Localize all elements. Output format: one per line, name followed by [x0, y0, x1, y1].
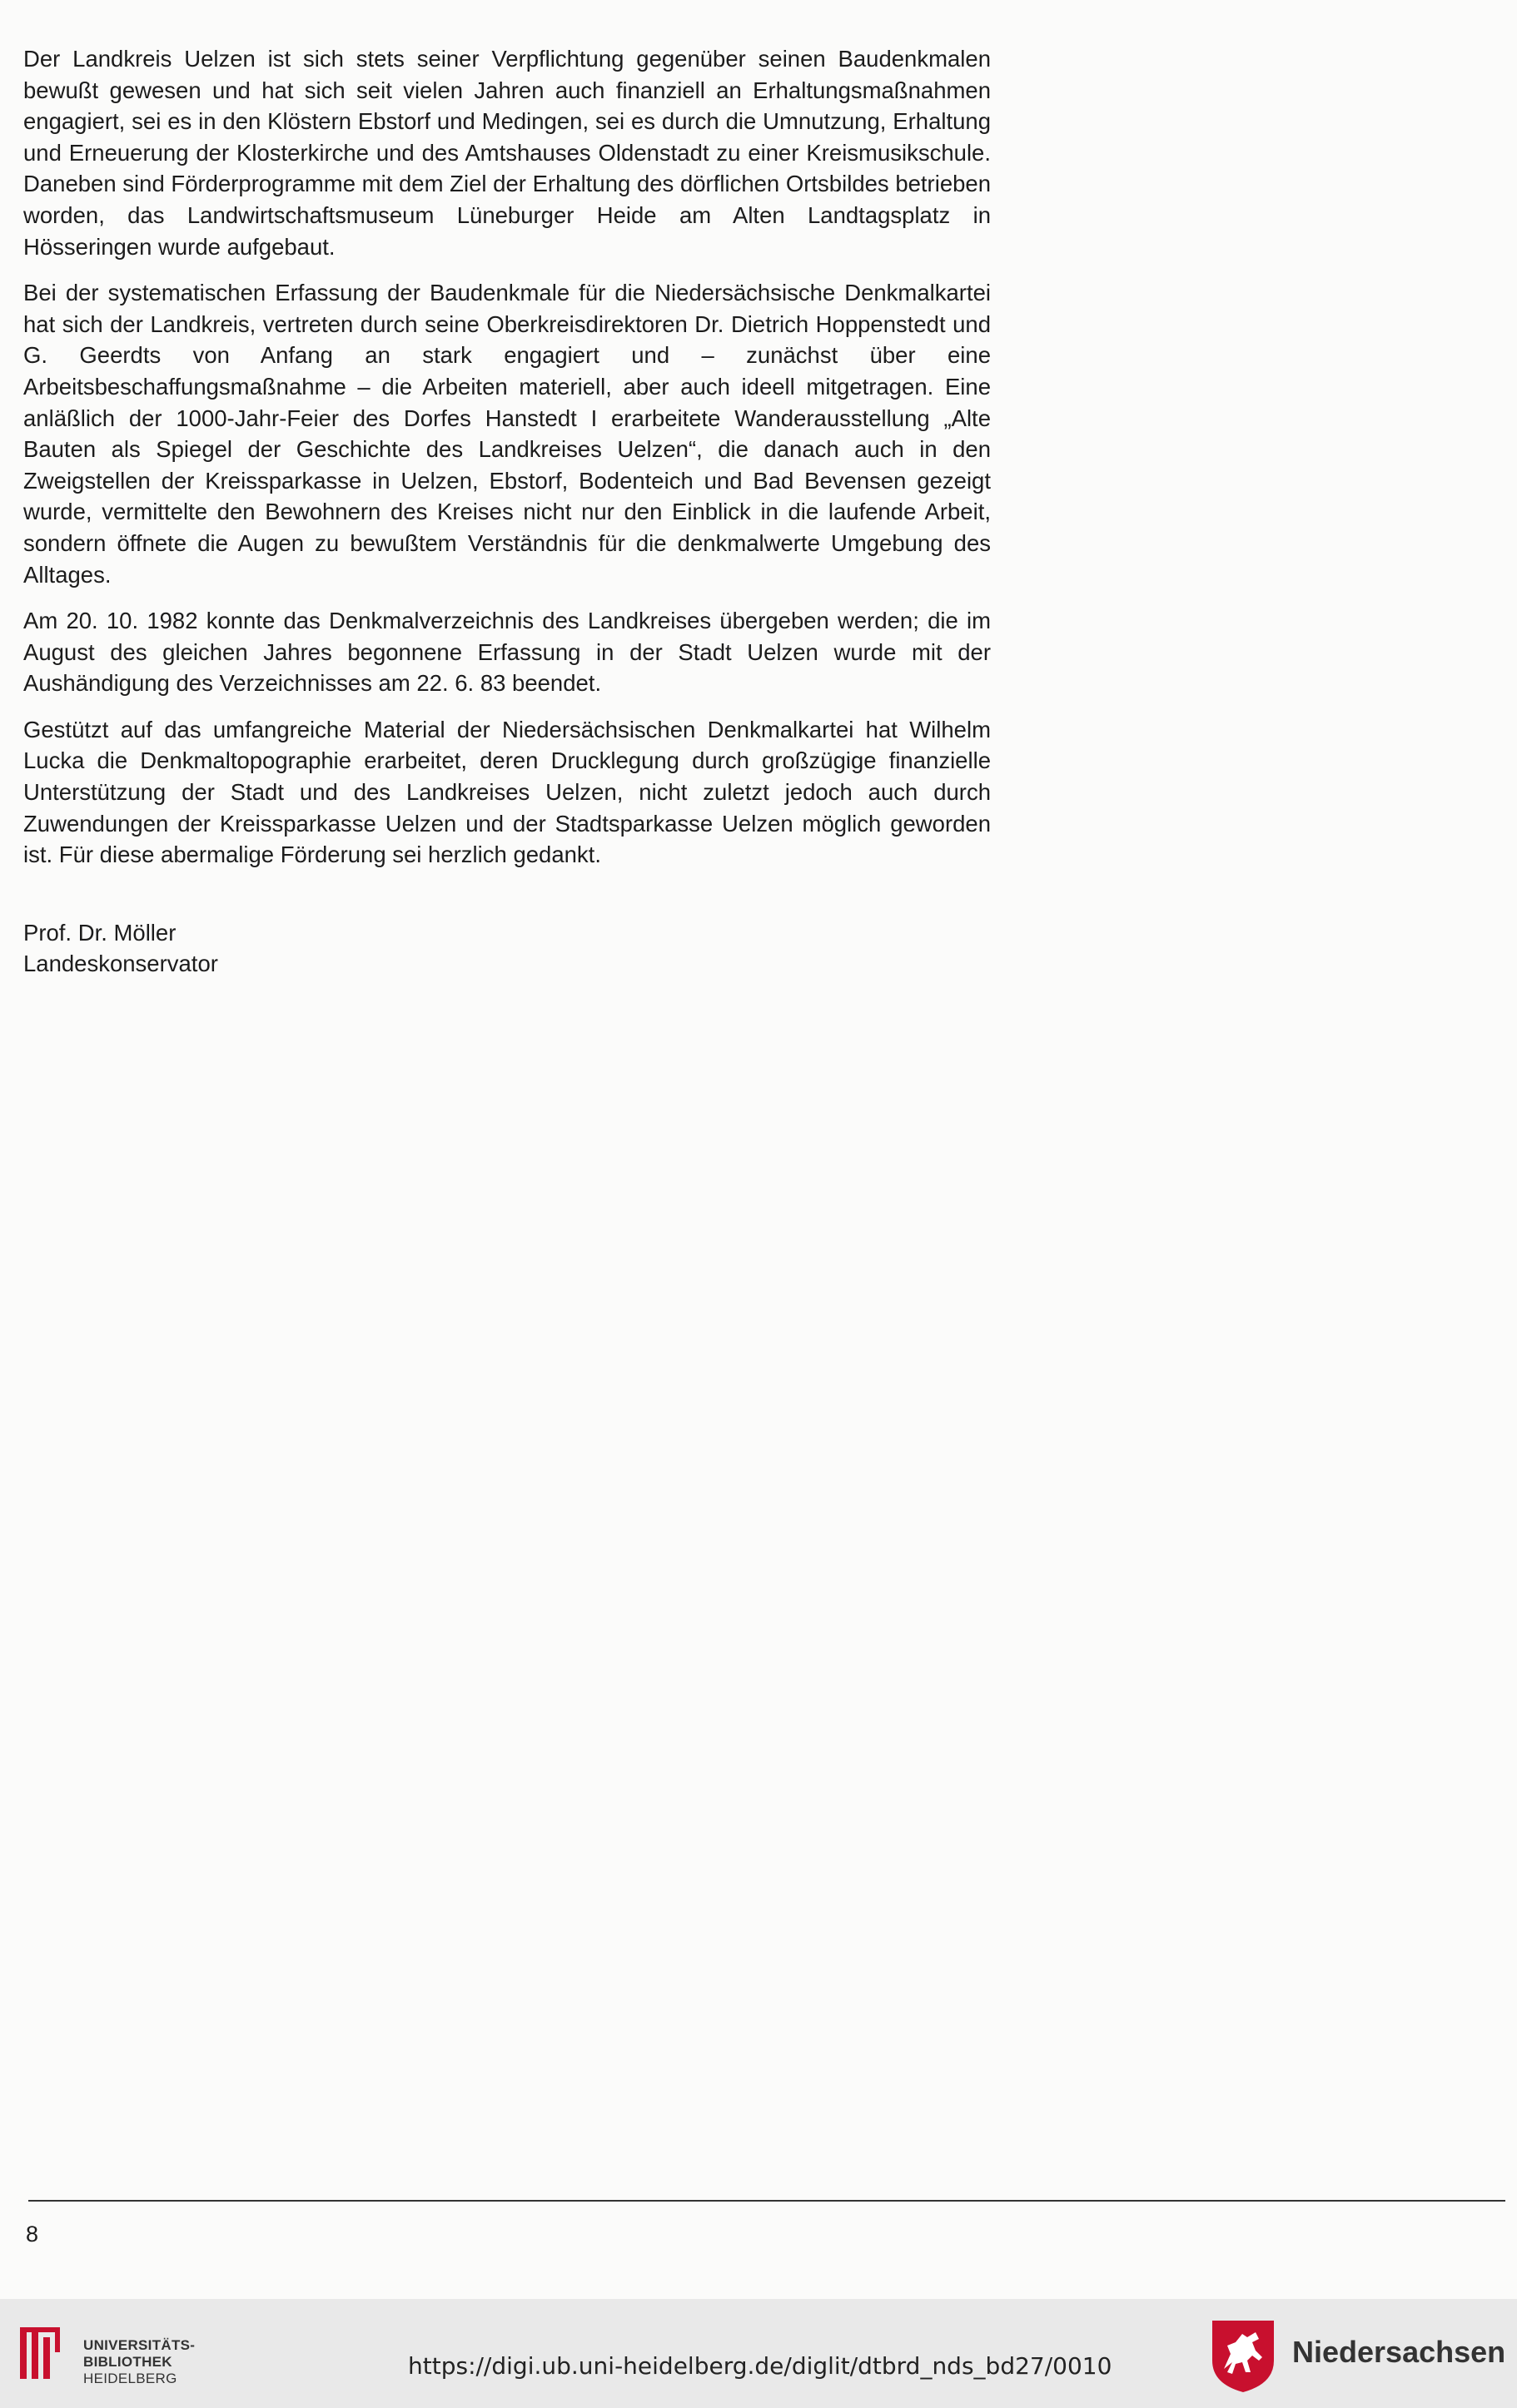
footer-divider	[28, 2200, 1505, 2202]
niedersachsen-horse-icon	[1207, 2317, 1279, 2394]
paragraph-3: Am 20. 10. 1982 konnte das Denkmalverzeichnis des Landkreises übergeben werden; die im August des gleichen Jahres begonnene Erfassung in der Stadt Uelzen wurde mit der Aushändigung des Verzeichnisses am 22. 6. 83 beendet.	[23, 608, 991, 697]
signature-title: Landeskonservator	[23, 951, 218, 977]
permalink-url[interactable]: https://digi.ub.uni-heidelberg.de/diglit/dtbrd_nds_bd27/0010	[408, 2352, 1112, 2380]
paragraph-1: Der Landkreis Uelzen ist sich stets seiner Verpflichtung gegenüber seinen Baudenkmalen bewußt gewesen und hat sich seit vielen Jahren auch finanziell an Erhaltungsmaßnahmen engagiert, sei es in den Klöstern Ebstorf und Medingen, sei es durch die Umnutzung, Erhaltung und Erneuerung der Klosterkirche und des Amtshauses Oldenstadt zu einer Kreismusikschule. Daneben sind Förderprogramme mit dem Ziel der Erhaltung des dörflichen Ortsbildes betrieben worden, das Landwirtschaftsmuseum Lüneburger Heide am Alten Landtagsplatz in Hösseringen wurde aufgebaut.	[23, 46, 991, 260]
library-line-3: HEIDELBERG	[83, 2371, 177, 2386]
ub-heidelberg-logo-icon	[15, 2324, 68, 2384]
library-line-2: BIBLIOTHEK	[83, 2354, 172, 2370]
paragraph-2: Bei der systematischen Erfassung der Baudenkmale für die Niedersächsische Denkmalkartei hat sich der Landkreis, vertreten durch seine Oberkreisdirektoren Dr. Dietrich Hoppenstedt und G. Geerdts von Anfang an stark engagiert und – zunächst über eine Arbeitsbeschaffungsmaßnahme – die Arbeiten materiell, aber auch ideell mitgetragen. Eine anläßlich der 1000-Jahr-Feier des Dorfes Hanstedt I erarbeitete Wanderausstellung „Alte Bauten als Spiegel der Geschichte des Landkreises Uelzen“, die danach auch in den Zweigstellen der Kreissparkasse in Uelzen, Ebstorf, Bodenteich und Bad Bevensen gezeigt wurde, vermittelte den Bewohnern des Kreises nicht nur den Einblick in die laufende Arbeit, sondern öffnete die Augen zu bewußtem Verständnis für die denkmalwerte Umgebung des Alltages.	[23, 280, 991, 588]
page-number: 8	[26, 2222, 39, 2247]
library-logo[interactable]	[15, 2314, 196, 2397]
state-name: Niedersachsen	[1292, 2335, 1506, 2369]
signature-block	[23, 917, 991, 980]
paragraph-4: Gestützt auf das umfangreiche Material der Niedersächsischen Denkmalkartei hat Wilhelm Lucka die Denkmaltopographie erarbeitet, deren Drucklegung durch großzügige finanzielle Unterstützung der Stadt und des Landkreises Uelzen, nicht zuletzt jedoch auch durch Zuwendungen der Kreissparkasse Uelzen und der Stadtsparkasse Uelzen möglich geworden ist. Für diese abermalige Förderung sei herzlich gedankt.	[23, 716, 991, 868]
library-line-1: UNIVERSITÄTS-	[83, 2337, 196, 2353]
body-text	[23, 43, 991, 980]
library-name	[83, 2337, 195, 2387]
signature-name: Prof. Dr. Möller	[23, 919, 177, 946]
state-logo[interactable]	[1207, 2314, 1506, 2397]
